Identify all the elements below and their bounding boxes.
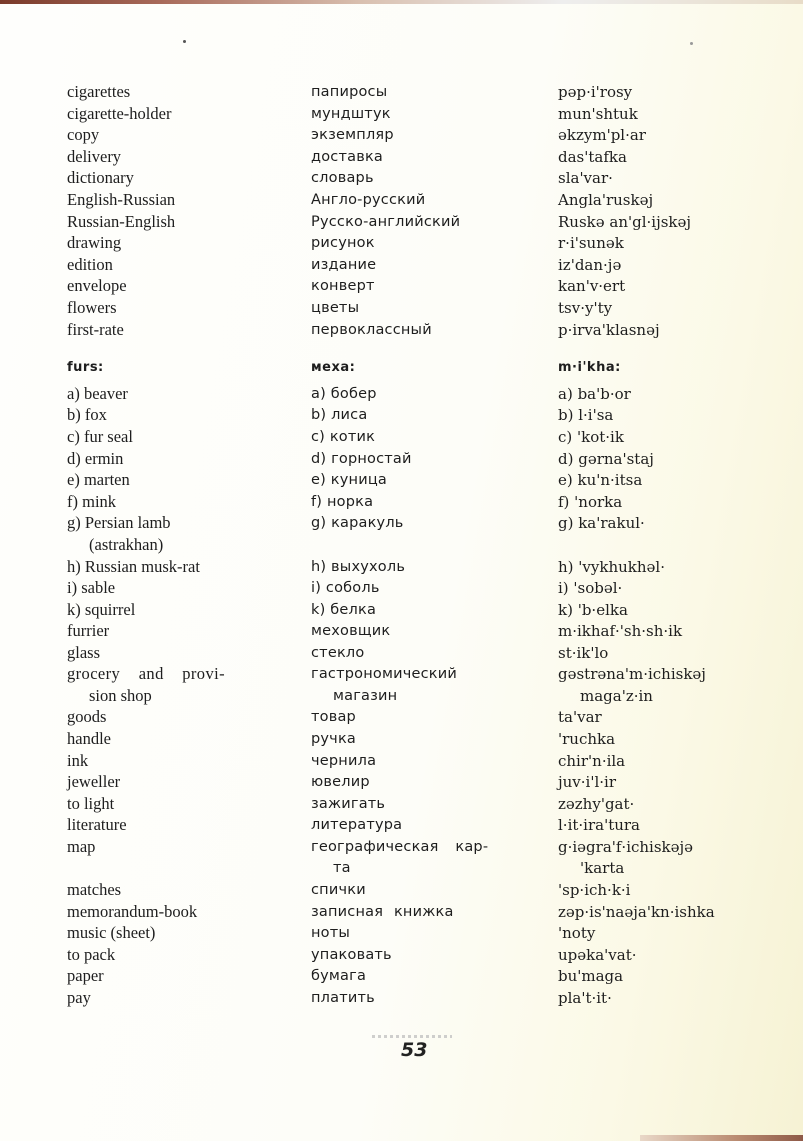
entry-ru: ручка xyxy=(311,731,356,747)
entry-transcription: d) gərna'staj xyxy=(558,450,654,468)
entry-en: e) marten xyxy=(67,470,130,489)
print-speck xyxy=(690,42,693,45)
entry-en: dictionary xyxy=(67,168,134,187)
entry-transcription: iz'dan·jə xyxy=(558,256,622,274)
entry-transcription: b) l·i'sa xyxy=(558,406,614,424)
entry-transcription: h) 'vykhukhəl· xyxy=(558,558,665,576)
entry-transcription: k) 'b·elka xyxy=(558,601,628,619)
entry-ru: чернила xyxy=(311,753,377,769)
entry-transcription: zəzhy'gat· xyxy=(558,795,635,813)
entry-ru: h) выхухоль xyxy=(311,559,406,575)
entry-en: envelope xyxy=(67,276,127,295)
entry-ru: гастрономический xyxy=(311,666,457,682)
entry-transcription: f) 'norka xyxy=(558,493,623,511)
entry-transcription: bu'maga xyxy=(558,967,624,985)
entry-transcription: ta'var xyxy=(558,708,602,726)
entry-transcription: chir'n·ila xyxy=(558,752,626,770)
entry-en-continuation: sion shop xyxy=(89,686,152,705)
entry-transcription: sla'var· xyxy=(558,169,613,187)
entry-transcription: Angla'ruskəj xyxy=(558,191,654,209)
entry-transcription: upəka'vat· xyxy=(558,946,637,964)
faint-print-mark xyxy=(372,1035,452,1038)
entry-en: a) beaver xyxy=(67,384,128,403)
entry-ru: спички xyxy=(311,882,366,898)
entry-transcription: p·irva'klasnəj xyxy=(558,321,660,339)
entry-ru: первоклассный xyxy=(311,322,432,338)
entry-en: i) sable xyxy=(67,578,116,597)
entry-en: h) Russian musk-rat xyxy=(67,557,200,576)
entry-ru: b) лиса xyxy=(311,407,368,423)
entry-en: pay xyxy=(67,988,91,1007)
entry-ru: стекло xyxy=(311,645,365,661)
entry-transcription: e) ku'n·itsa xyxy=(558,471,643,489)
entry-en: to light xyxy=(67,794,115,813)
entry-en: copy xyxy=(67,125,100,144)
entry-transcription: g) ka'rakul· xyxy=(558,514,645,532)
entry-en: f) mink xyxy=(67,492,117,511)
entry-en: d) ermin xyxy=(67,449,124,468)
entry-transcription: pla't·it· xyxy=(558,989,612,1007)
entry-ru: k) белка xyxy=(311,602,377,618)
entry-en: delivery xyxy=(67,147,122,166)
entry-en: music (sheet) xyxy=(67,923,156,942)
entry-en: edition xyxy=(67,255,113,274)
section-heading-furs-transcription: m·i'kha: xyxy=(558,360,621,375)
entry-en: map xyxy=(67,837,96,856)
entry-en: handle xyxy=(67,729,111,748)
entry-en: goods xyxy=(67,707,107,726)
entry-en: b) fox xyxy=(67,405,107,424)
entry-transcription: l·it·ira'tura xyxy=(558,816,640,834)
entry-transcription: c) 'kot·ik xyxy=(558,428,624,446)
entry-ru: папиросы xyxy=(311,84,388,100)
entry-transcription: kan'v·ert xyxy=(558,277,626,295)
entry-ru: d) горностай xyxy=(311,451,412,467)
entry-ru: конверт xyxy=(311,278,375,294)
entry-ru: бумага xyxy=(311,968,367,984)
entry-transcription: das'tafka xyxy=(558,148,627,166)
entry-ru: Англо-русский xyxy=(311,192,426,208)
entry-ru: e) куница xyxy=(311,472,387,488)
entry-transcription-continuation: 'karta xyxy=(580,859,625,877)
entry-en: cigarette-holder xyxy=(67,104,172,123)
page-top-edge xyxy=(0,0,803,4)
entry-transcription: juv·i'l·ir xyxy=(558,773,617,791)
entry-en: English-Russian xyxy=(67,190,176,209)
entry-en: drawing xyxy=(67,233,122,252)
entry-transcription: pəp·i'rosy xyxy=(558,83,633,101)
entry-ru: меховщик xyxy=(311,623,391,639)
entry-ru: платить xyxy=(311,990,375,1006)
entry-en: flowers xyxy=(67,298,117,317)
entry-transcription: mun'shtuk xyxy=(558,105,638,123)
entry-en: literature xyxy=(67,815,127,834)
section-heading-furs-ru: меха: xyxy=(311,360,356,375)
entry-ru: Русско-английский xyxy=(311,214,461,230)
entry-ru: словарь xyxy=(311,170,374,186)
entry-transcription: i) 'sobəl· xyxy=(558,579,623,597)
entry-transcription: a) ba'b·or xyxy=(558,385,631,403)
entry-ru: упаковать xyxy=(311,947,392,963)
print-speck xyxy=(183,40,186,43)
entry-ru: c) котик xyxy=(311,429,376,445)
entry-ru: a) бобер xyxy=(311,386,377,402)
entry-ru-continuation: магазин xyxy=(333,688,398,704)
entry-ru: f) норка xyxy=(311,494,374,510)
section-heading-furs: furs: xyxy=(67,360,104,375)
entry-transcription: Ruskə an'gl·ijskəj xyxy=(558,213,692,231)
entry-transcription: 'ruchka xyxy=(558,730,616,748)
entry-ru: ноты xyxy=(311,925,351,941)
page-bottom-edge xyxy=(640,1135,803,1141)
entry-en: jeweller xyxy=(67,772,121,791)
entry-en: c) fur seal xyxy=(67,427,133,446)
entry-transcription: st·ik'lo xyxy=(558,644,609,662)
entry-transcription: g·iəgra'f·ichiskəjə xyxy=(558,838,694,856)
entry-ru: литература xyxy=(311,817,403,833)
entry-en: furrier xyxy=(67,621,110,640)
entry-en: glass xyxy=(67,643,100,662)
entry-ru-continuation: та xyxy=(333,860,351,876)
entry-ru: рисунок xyxy=(311,235,375,251)
entry-ru: i) соболь xyxy=(311,580,380,596)
entry-en-continuation: (astrakhan) xyxy=(89,535,164,554)
entry-en: grocery and provi- xyxy=(67,664,225,683)
entry-en: memorandum-book xyxy=(67,902,198,921)
entry-en: ink xyxy=(67,751,89,770)
entry-ru: экземпляр xyxy=(311,127,394,143)
entry-ru: g) каракуль xyxy=(311,515,404,531)
entry-transcription: 'sp·ich·k·i xyxy=(558,881,631,899)
entry-ru: мундштук xyxy=(311,106,391,122)
entry-ru: записная книжка xyxy=(311,904,454,920)
entry-transcription: gəstrəna'm·ichiskəj xyxy=(558,665,706,683)
entry-transcription: əkzym'pl·ar xyxy=(558,126,646,144)
entry-transcription-continuation: maga'z·in xyxy=(580,687,653,705)
entry-ru: географическая кар- xyxy=(311,839,489,855)
entry-en: g) Persian lamb xyxy=(67,513,171,532)
entry-ru: цветы xyxy=(311,300,360,316)
entry-transcription: tsv·y'ty xyxy=(558,299,613,317)
entry-ru: издание xyxy=(311,257,377,273)
entry-transcription: m·ikhaf·'sh·sh·ik xyxy=(558,622,683,640)
entry-en: to pack xyxy=(67,945,116,964)
entry-en: paper xyxy=(67,966,104,985)
entry-en: Russian-English xyxy=(67,212,176,231)
page-number: 53 xyxy=(401,1039,428,1061)
entry-ru: товар xyxy=(311,709,356,725)
entry-en: k) squirrel xyxy=(67,600,136,619)
entry-en: first-rate xyxy=(67,320,124,339)
entry-transcription: 'noty xyxy=(558,924,596,942)
entry-en: cigarettes xyxy=(67,82,131,101)
entry-en: matches xyxy=(67,880,122,899)
entry-ru: доставка xyxy=(311,149,383,165)
entry-ru: зажигать xyxy=(311,796,386,812)
entry-transcription: zəp·is'naəja'kn·ishka xyxy=(558,903,715,921)
entry-transcription: r·i'sunək xyxy=(558,234,624,252)
entry-ru: ювелир xyxy=(311,774,370,790)
